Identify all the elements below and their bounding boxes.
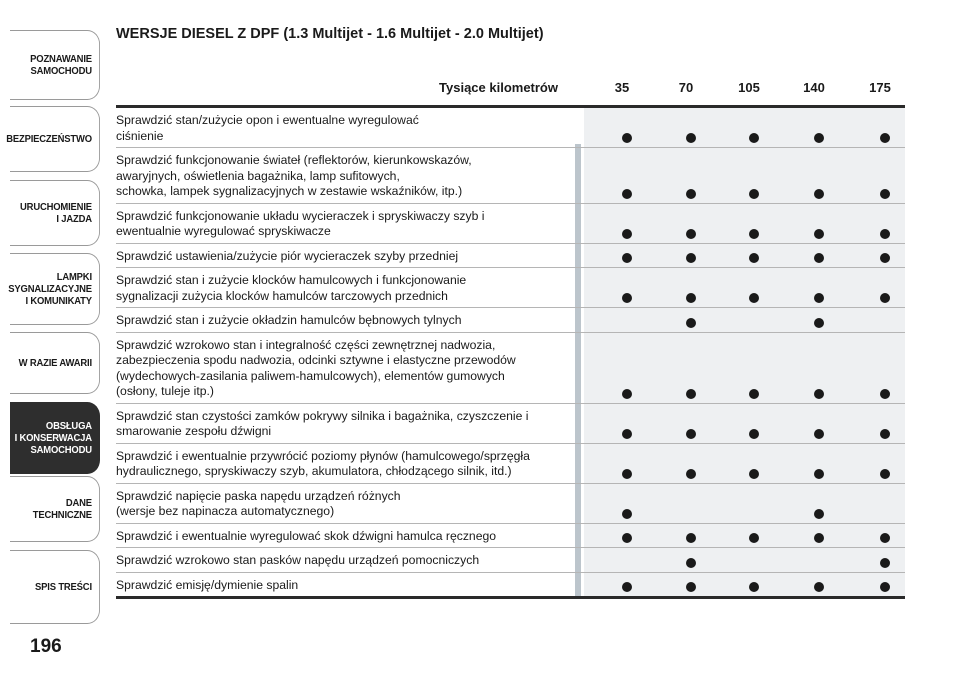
check-dot [880, 293, 890, 303]
km-column-35: 35 [614, 80, 630, 95]
row-text: Sprawdzić ustawienia/zużycie piór wycieraczek szyby przedniej [116, 248, 459, 263]
row-shade [584, 108, 905, 147]
tab-label: W RAZIE AWARII [18, 357, 92, 369]
tab-1[interactable] [6, 106, 100, 172]
check-dot [686, 229, 696, 239]
row-text: Sprawdzić stan i zużycie okładzin hamulców bębnowych tylnych [116, 313, 462, 327]
table-row [116, 444, 905, 484]
check-dot [814, 582, 824, 592]
tab-5[interactable] [10, 402, 100, 474]
check-dot [686, 469, 696, 479]
check-dot [749, 189, 759, 199]
row-shade [584, 333, 905, 403]
row-shade [584, 484, 905, 523]
tab-7[interactable] [10, 550, 100, 624]
check-dot [814, 229, 824, 239]
row-text: Sprawdzić funkcjonowanie świateł (reflektorów, kierunkowskazów, awaryjnych, oświetlenia bagażnika, lamp sufitowych, schowka, lampek sygnalizacyjnych w zestawie wskaźników, itp.) [116, 153, 472, 198]
check-dot [622, 533, 632, 543]
check-dot [749, 253, 759, 263]
check-dot [814, 429, 824, 439]
check-dot [622, 582, 632, 592]
table-row [116, 268, 905, 308]
header-label: Tysiące kilometrów [439, 80, 558, 95]
table-row [116, 108, 905, 148]
row-text: Sprawdzić stan czystości zamków pokrywy silnika i bagażnika, czyszczenie i smarowanie zespołu dźwigni [116, 408, 529, 438]
tab-6[interactable] [10, 476, 100, 542]
table-row [116, 484, 905, 524]
check-dot [686, 253, 696, 263]
km-column-105: 105 [738, 80, 760, 95]
check-dot [814, 469, 824, 479]
check-dot [686, 582, 696, 592]
row-shade [584, 524, 905, 548]
row-text: Sprawdzić i ewentualnie wyregulować skok dźwigni hamulca ręcznego [116, 528, 497, 543]
tab-4[interactable] [10, 332, 100, 394]
row-text: Sprawdzić stan i zużycie klocków hamulcowych i funkcjonowanie sygnalizacji zużycia klocków hamulców tarczowych przednich [116, 273, 467, 303]
check-dot [622, 389, 632, 399]
check-dot [686, 293, 696, 303]
row-shade [584, 148, 905, 203]
table-row [116, 333, 905, 404]
table-row [116, 148, 905, 204]
check-dot [622, 133, 632, 143]
check-dot [686, 318, 696, 328]
tab-label: DANE TECHNICZNE [32, 497, 92, 521]
check-dot [814, 189, 824, 199]
tab-2[interactable] [10, 180, 100, 246]
table-body [116, 108, 905, 599]
table-row [116, 573, 905, 600]
check-dot [814, 133, 824, 143]
page-title: WERSJE DIESEL Z DPF (1.3 Multijet - 1.6 Multijet - 2.0 Multijet) [116, 26, 544, 42]
row-text: Sprawdzić emisję/dymienie spalin [116, 577, 299, 592]
check-dot [880, 533, 890, 543]
check-dot [880, 558, 890, 568]
check-dot [880, 253, 890, 263]
check-dot [749, 293, 759, 303]
table-header [116, 72, 905, 108]
row-text: Sprawdzić wzrokowo stan i integralność części zewnętrznej nadwozia, zabezpieczenia spodu nadwozia, odcinki sztywne i elastyczne przewodów (wydechowych-zasilania paliwem-hamulcowych), elementów gumowych (osłony, tuleje itp.) [116, 337, 516, 398]
check-dot [880, 469, 890, 479]
check-dot [622, 509, 632, 519]
check-dot [622, 469, 632, 479]
row-shade [584, 308, 905, 332]
row-shade [584, 404, 905, 443]
check-dot [749, 469, 759, 479]
row-shade [584, 573, 905, 597]
km-column-70: 70 [678, 80, 694, 95]
check-dot [814, 253, 824, 263]
check-dot [814, 509, 824, 519]
check-dot [880, 429, 890, 439]
table-row [116, 308, 905, 333]
row-shade [584, 548, 905, 572]
check-dot [880, 133, 890, 143]
tab-0[interactable] [10, 30, 100, 100]
table-row [116, 204, 905, 244]
tab-label: LAMPKI SYGNALIZACYJNE I KOMUNIKATY [8, 271, 92, 307]
check-dot [749, 582, 759, 592]
check-dot [880, 582, 890, 592]
table-row [116, 524, 905, 549]
table-row [116, 548, 905, 573]
row-text: Sprawdzić i ewentualnie przywrócić poziomy płynów (hamulcowego/sprzęgła hydraulicznego, spryskiwaczy szyb, akumulatora, chłodzącego silnik, itd.) [116, 448, 530, 478]
row-shade [584, 444, 905, 483]
check-dot [622, 253, 632, 263]
check-dot [880, 389, 890, 399]
km-column-175: 175 [869, 80, 891, 95]
table-row [116, 244, 905, 269]
check-dot [686, 533, 696, 543]
check-dot [814, 318, 824, 328]
check-dot [686, 558, 696, 568]
maintenance-table [116, 72, 905, 599]
check-dot [749, 133, 759, 143]
check-dot [749, 429, 759, 439]
tab-3[interactable] [10, 253, 100, 325]
check-dot [814, 293, 824, 303]
row-text: Sprawdzić stan/zużycie opon i ewentualne wyregulować ciśnienie [116, 113, 419, 143]
row-shade [584, 268, 905, 307]
row-shade [584, 244, 905, 268]
check-dot [749, 389, 759, 399]
check-dot [686, 133, 696, 143]
check-dot [686, 189, 696, 199]
check-dot [622, 429, 632, 439]
tab-label: SPIS TREŚCI [35, 581, 92, 593]
tab-label: URUCHOMIENIE I JAZDA [20, 201, 92, 225]
check-dot [686, 389, 696, 399]
check-dot [880, 229, 890, 239]
row-text: Sprawdzić wzrokowo stan pasków napędu urządzeń pomocniczych [116, 553, 480, 567]
check-dot [622, 189, 632, 199]
page-number: 196 [30, 636, 62, 657]
table-row [116, 404, 905, 444]
check-dot [814, 533, 824, 543]
check-dot [686, 429, 696, 439]
check-dot [622, 229, 632, 239]
check-dot [880, 189, 890, 199]
check-dot [749, 533, 759, 543]
row-text: Sprawdzić napięcie paska napędu urządzeń różnych (wersje bez napinacza automatycznego) [116, 488, 401, 518]
row-text: Sprawdzić funkcjonowanie układu wycieraczek i spryskiwaczy szyb i ewentualnie wyregulować spryskiwacze [116, 208, 485, 238]
km-column-140: 140 [803, 80, 825, 95]
row-shade [584, 204, 905, 243]
tab-label: BEZPIECZEŃSTWO [6, 133, 92, 145]
check-dot [749, 229, 759, 239]
tab-label: OBSŁUGA I KONSERWACJA SAMOCHODU [14, 420, 92, 456]
tab-label: POZNAWANIE SAMOCHODU [30, 53, 92, 77]
check-dot [622, 293, 632, 303]
check-dot [814, 389, 824, 399]
